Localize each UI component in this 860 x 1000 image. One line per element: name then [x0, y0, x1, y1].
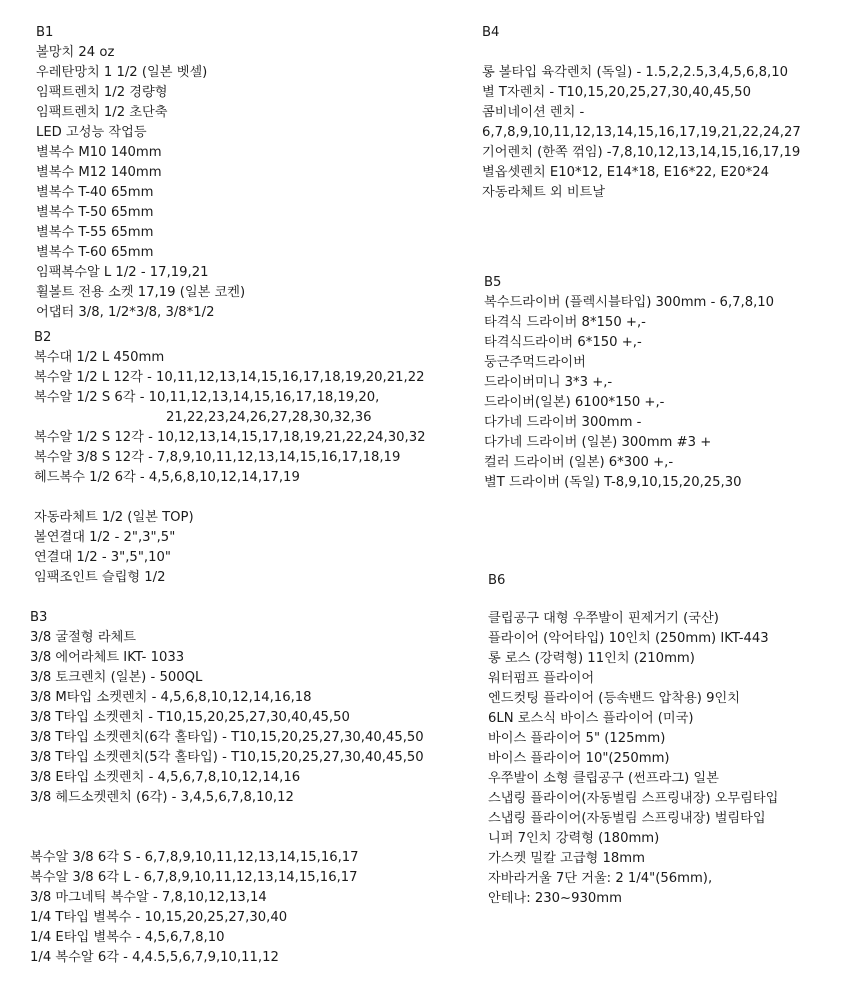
list-item: 3/8 T타입 소켓렌치(5각 홀타입) - T10,15,20,25,27,30,40,45,50 — [30, 750, 424, 765]
list-item: 플라이어 (악어타입) 10인치 (250mm) IKT-443 — [488, 631, 769, 646]
list-item: 바이스 플라이어 5" (125mm) — [488, 731, 666, 746]
section-b6-list — [488, 609, 778, 909]
list-item: 별옵셋렌치 E10*12, E14*18, E16*22, E20*24 — [482, 165, 769, 180]
section-b4-list — [482, 63, 801, 203]
list-item-continuation: 6,7,8,9,10,11,12,13,14,15,16,17,19,21,22,24,27 — [482, 125, 801, 140]
list-item: 복수알 1/2 S 6각 - 10,11,12,13,14,15,16,17,18,19,20, — [34, 390, 380, 405]
list-item: 3/8 마그네틱 복수알 - 7,8,10,12,13,14 — [30, 890, 267, 905]
list-item: 클립공구 대형 우쭈발이 핀제거기 (국산) — [488, 611, 719, 626]
section-b1-title: B1 — [36, 25, 54, 40]
section-b3-extra — [30, 848, 359, 968]
list-item: 복수알 3/8 6각 L - 6,7,8,9,10,11,12,13,14,15,16,17 — [30, 870, 358, 885]
list-item: 드라이버(일본) 6100*150 +,- — [484, 395, 665, 410]
list-item: 1/4 T타입 별복수 - 10,15,20,25,27,30,40 — [30, 910, 288, 925]
section-b4-title: B4 — [482, 25, 500, 40]
list-item: 별복수 T-60 65mm — [36, 245, 154, 260]
list-item: 별복수 M12 140mm — [36, 165, 162, 180]
list-item: 복수알 1/2 S 12각 - 10,12,13,14,15,17,18,19,21,22,24,30,32 — [34, 430, 426, 445]
list-item: 별복수 M10 140mm — [36, 145, 162, 160]
list-item: 우쭈발이 소형 클립공구 (썬프라그) 일본 — [488, 771, 719, 786]
section-b2 — [34, 328, 426, 488]
list-item: 스냅링 플라이어(자동벌림 스프링내장) 오무림타입 — [488, 791, 779, 806]
section-b2-title: B2 — [34, 330, 52, 345]
list-item-continuation: 21,22,23,24,26,27,28,30,32,36 — [166, 410, 372, 425]
list-item: 휠볼트 전용 소켓 17,19 (일본 코켄) — [36, 285, 246, 300]
list-item: 별 T자렌치 - T10,15,20,25,27,30,40,45,50 — [482, 85, 751, 100]
section-b4 — [482, 23, 499, 43]
list-item: 1/4 E타입 별복수 - 4,5,6,7,8,10 — [30, 930, 225, 945]
list-item: 안테나: 230~930mm — [488, 891, 622, 906]
list-item: 다가네 드라이버 (일본) 300mm #3 + — [484, 435, 712, 450]
list-item: 3/8 M타입 소켓렌치 - 4,5,6,8,10,12,14,16,18 — [30, 690, 312, 705]
list-item: 3/8 T타입 소켓렌치 - T10,15,20,25,27,30,40,45,50 — [30, 710, 350, 725]
list-item: 바이스 플라이어 10"(250mm) — [488, 751, 670, 766]
list-item: 컬러 드라이버 (일본) 6*300 +,- — [484, 455, 674, 470]
list-item: 6LN 로스식 바이스 플라이어 (미국) — [488, 711, 694, 726]
list-item: 복수알 3/8 S 12각 - 7,8,9,10,11,12,13,14,15,16,17,18,19 — [34, 450, 401, 465]
list-item: 타격식 드라이버 8*150 +,- — [484, 315, 646, 330]
list-item: 3/8 E타입 소켓렌치 - 4,5,6,7,8,10,12,14,16 — [30, 770, 301, 785]
section-b3-title: B3 — [30, 610, 48, 625]
list-item: 복수알 1/2 L 12각 - 10,11,12,13,14,15,16,17,18,19,20,21,22 — [34, 370, 425, 385]
list-item: 롱 로스 (강력형) 11인치 (210mm) — [488, 651, 695, 666]
list-item: 복수알 3/8 6각 S - 6,7,8,9,10,11,12,13,14,15,16,17 — [30, 850, 359, 865]
list-item: 3/8 굴절형 라체트 — [30, 630, 137, 645]
section-b1 — [36, 23, 245, 323]
list-item: 어댑터 3/8, 1/2*3/8, 3/8*1/2 — [36, 305, 215, 320]
list-item: 엔드컷팅 플라이어 (등속밴드 압착용) 9인치 — [488, 691, 741, 706]
list-item: 타격식드라이버 6*150 +,- — [484, 335, 642, 350]
list-item: LED 고성능 작업등 — [36, 125, 147, 140]
section-b3 — [30, 608, 424, 808]
list-item: 자동라체트 외 비트날 — [482, 185, 606, 200]
list-item: 콤비네이션 렌치 - — [482, 105, 585, 120]
list-item: 임팩트렌치 1/2 경량형 — [36, 85, 168, 100]
list-item: 임팩트렌치 1/2 초단축 — [36, 105, 168, 120]
list-item: 자바라거울 7단 거울: 2 1/4"(56mm), — [488, 871, 713, 886]
list-item: 임팩복수알 L 1/2 - 17,19,21 — [36, 265, 209, 280]
list-item: 가스켓 밀칼 고급형 18mm — [488, 851, 645, 866]
list-item: 별복수 T-55 65mm — [36, 225, 154, 240]
list-item: 1/4 복수알 6각 - 4,4.5,5,6,7,9,10,11,12 — [30, 950, 279, 965]
list-item: 복수드라이버 (플렉시블타입) 300mm - 6,7,8,10 — [484, 295, 775, 310]
list-item: 볼연결대 1/2 - 2",3",5" — [34, 530, 176, 545]
list-item: 스냅링 플라이어(자동벌림 스프링내장) 벌림타입 — [488, 811, 766, 826]
list-item: 롱 볼타입 육각렌치 (독일) - 1.5,2,2.5,3,4,5,6,8,10 — [482, 65, 789, 80]
list-item: 복수대 1/2 L 450mm — [34, 350, 165, 365]
list-item: 별T 드라이버 (독일) T-8,9,10,15,20,25,30 — [484, 475, 742, 490]
list-item: 3/8 토크렌치 (일본) - 500QL — [30, 670, 203, 685]
list-item: 니퍼 7인치 강력형 (180mm) — [488, 831, 660, 846]
list-item: 다가네 드라이버 300mm - — [484, 415, 642, 430]
list-item: 헤드복수 1/2 6각 - 4,5,6,8,10,12,14,17,19 — [34, 470, 300, 485]
list-item: 별복수 T-40 65mm — [36, 185, 154, 200]
list-item: 3/8 T타입 소켓렌치(6각 홀타입) - T10,15,20,25,27,30,40,45,50 — [30, 730, 424, 745]
list-item: 기어렌치 (한쪽 꺾임) -7,8,10,12,13,14,15,16,17,19 — [482, 145, 801, 160]
list-item: 우레탄망치 1 1/2 (일본 벳셀) — [36, 65, 208, 80]
section-b5-title: B5 — [484, 275, 502, 290]
list-item: 3/8 에어라체트 IKT- 1033 — [30, 650, 185, 665]
list-item: 드라이버미니 3*3 +,- — [484, 375, 613, 390]
section-b2-extra — [34, 508, 194, 588]
section-b5 — [484, 273, 774, 493]
list-item: 워터펌프 플라이어 — [488, 671, 595, 686]
list-item: 볼망치 24 oz — [36, 45, 115, 60]
list-item: 자동라체트 1/2 (일본 TOP) — [34, 510, 194, 525]
list-item: 임팩조인트 슬립형 1/2 — [34, 570, 166, 585]
list-item: 별복수 T-50 65mm — [36, 205, 154, 220]
list-item: 3/8 헤드소켓렌치 (6각) - 3,4,5,6,7,8,10,12 — [30, 790, 294, 805]
list-item: 둥근주먹드라이버 — [484, 355, 586, 370]
section-b6 — [488, 571, 505, 591]
list-item: 연결대 1/2 - 3",5",10" — [34, 550, 171, 565]
section-b6-title: B6 — [488, 573, 506, 588]
